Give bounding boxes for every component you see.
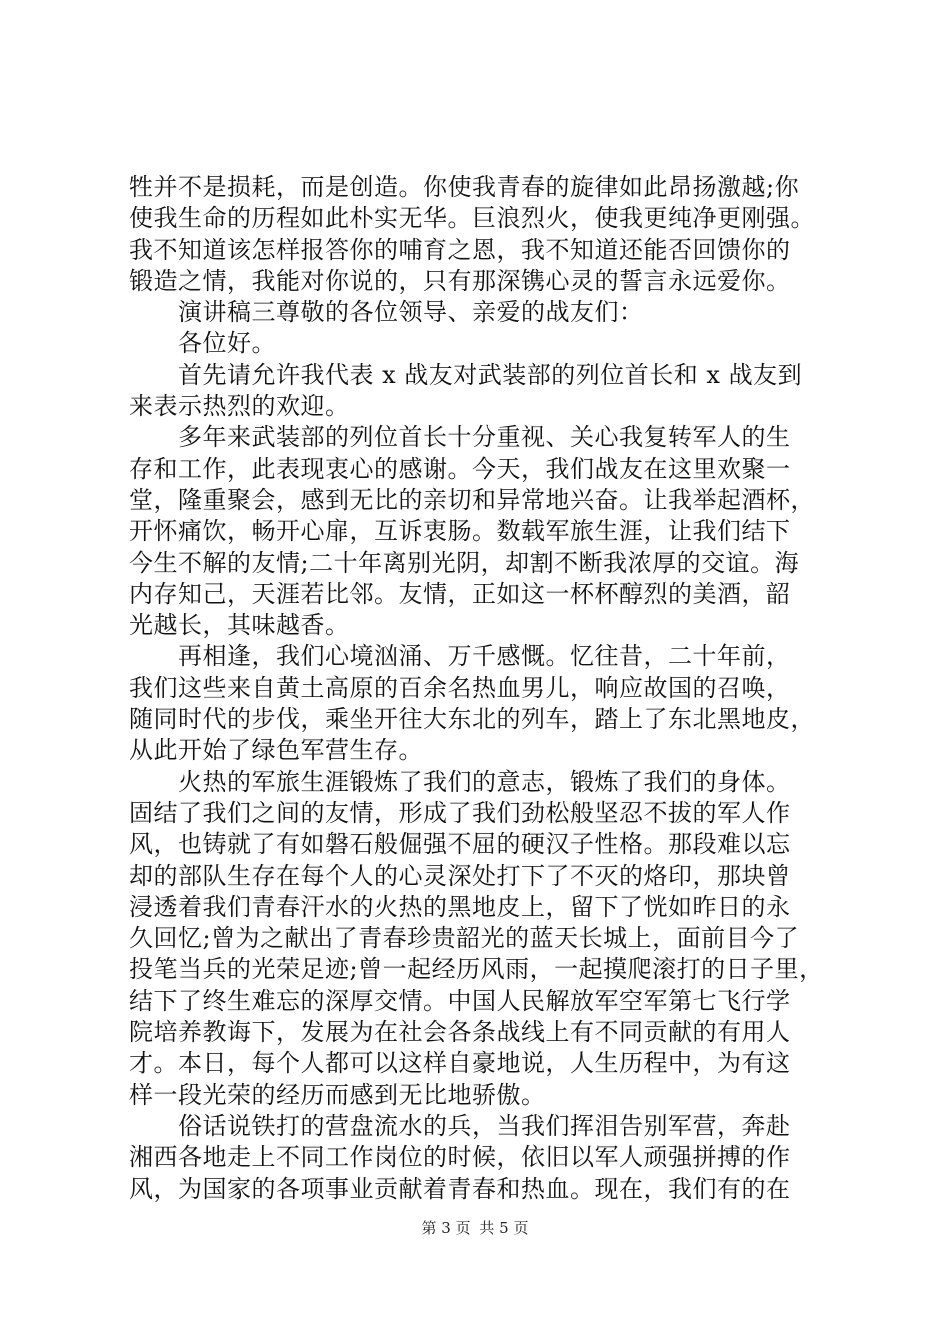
text-line: 今生不解的友情;二十年离别光阴，却割不断我浓厚的交谊。海 <box>129 548 800 577</box>
text-line: 风，为国家的各项事业贡献着青春和热血。现在，我们有的在 <box>129 1174 791 1203</box>
text-line: 才。本日，每个人都可以这样自豪地说，人生历程中，为有这 <box>129 1049 791 1078</box>
text-line: 固结了我们之间的友情，形成了我们劲松般坚忍不拔的军人作 <box>129 798 791 827</box>
text-line: 内存知己，天涯若比邻。友情，正如这一杯杯醇烈的美酒，韶 <box>129 579 791 608</box>
paragraph <box>129 328 829 359</box>
document-body <box>129 172 829 1205</box>
text-line: 火热的军旅生涯锻炼了我们的意志，锻炼了我们的身体。 <box>129 767 791 796</box>
text-line: 随同时代的步伐，乘坐开往大东北的列车，踏上了东北黑地皮， <box>129 705 815 734</box>
text-line: 浸透着我们青春汗水的火热的黑地皮上，留下了恍如昨日的永 <box>129 892 791 921</box>
text-line: 风，也铸就了有如磐石般倔强不屈的硬汉子性格。那段难以忘 <box>129 830 791 859</box>
text-line: 再相逢，我们心境汹涌、万千感慨。忆往昔，二十年前， <box>129 642 791 671</box>
paragraph <box>129 1111 829 1205</box>
text-line: 开怀痛饮，畅开心扉，互诉衷肠。数载军旅生涯，让我们结下 <box>129 517 791 546</box>
text-line: 俗话说铁打的营盘流水的兵，当我们挥泪告别军营，奔赴 <box>129 1111 791 1140</box>
page-footer <box>0 1218 950 1238</box>
text-line: 堂，隆重聚会，感到无比的亲切和异常地兴奋。让我举起酒杯， <box>129 485 815 514</box>
text-line: 演讲稿三尊敬的各位领导、亲爱的战友们： <box>129 298 644 327</box>
paragraph <box>129 172 829 297</box>
text-line: 光越长，其味越香。 <box>129 611 350 640</box>
page-total: 共 5 页 <box>479 1219 529 1237</box>
text-line: 我不知道该怎样报答你的哺育之恩，我不知道还能否回馈你的 <box>129 235 791 264</box>
text-line: 使我生命的历程如此朴实无华。巨浪烈火，使我更纯净更刚强。 <box>129 204 815 233</box>
page-number: 第 3 页 <box>421 1219 471 1237</box>
text-line: 多年来武装部的列位首长十分重视、关心我复转军人的生 <box>129 423 791 452</box>
paragraph <box>129 767 829 1111</box>
text-line: 各位好。 <box>129 329 276 358</box>
text-line: 锻造之情，我能对你说的，只有那深镌心灵的誓言永远爱你。 <box>129 266 791 295</box>
paragraph <box>129 360 829 423</box>
text-line: 院培养教诲下，发展为在社会各条战线上有不同贡献的有用人 <box>129 1018 791 1047</box>
text-line: 首先请允许我代表 x 战友对武装部的列位首长和 x 战友到 <box>129 360 803 389</box>
text-line: 从此开始了绿色军营生存。 <box>129 736 423 765</box>
paragraph <box>129 422 829 641</box>
text-line: 投笔当兵的光荣足迹;曾一起经历风雨，一起摸爬滚打的日子里， <box>129 955 824 984</box>
text-line: 牲并不是损耗，而是创造。你使我青春的旋律如此昂扬激越;你 <box>129 173 800 201</box>
text-line: 却的部队生存在每个人的心灵深处打下了不灭的烙印，那块曾 <box>129 861 791 890</box>
text-line: 样一段光荣的经历而感到无比地骄傲。 <box>129 1080 546 1109</box>
paragraph <box>129 297 829 328</box>
text-line: 我们这些来自黄土高原的百余名热血男儿，响应故国的召唤， <box>129 673 791 702</box>
paragraph <box>129 641 829 766</box>
text-line: 湘西各地走上不同工作岗位的时候，依旧以军人顽强拼搏的作 <box>129 1143 791 1172</box>
text-line: 来表示热烈的欢迎。 <box>129 392 350 421</box>
text-line: 结下了终生难忘的深厚交情。中国人民解放军空军第七飞行学 <box>129 986 791 1015</box>
text-line: 存和工作，此表现衷心的感谢。今天，我们战友在这里欢聚一 <box>129 454 791 483</box>
text-line: 久回忆;曾为之献出了青春珍贵韶光的蓝天长城上，面前目今了 <box>129 924 800 953</box>
